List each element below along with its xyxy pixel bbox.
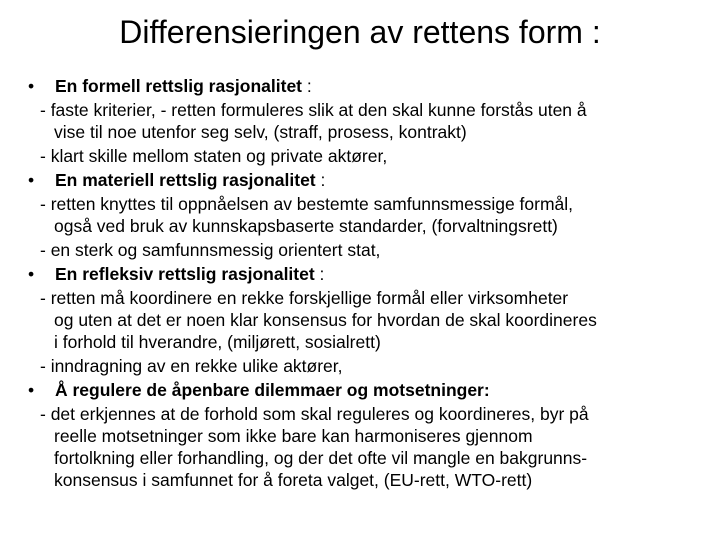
point-heading: En materiell rettslig rasjonalitet [55, 170, 316, 190]
point-text-line: - det erkjennes at de forhold som skal reguleres og koordineres, byr på [40, 404, 589, 424]
point-text-line: i forhold til hverandre, (miljørett, sosialrett) [54, 332, 381, 352]
point-text-line: - inndragning av en rekke ulike aktører, [40, 356, 343, 376]
point-text-line: reelle motsetninger som ikke bare kan harmoniseres gjennom [54, 426, 533, 446]
point-heading-line [55, 380, 490, 400]
bullet-icon: • [28, 170, 35, 190]
point-heading-line [55, 264, 324, 284]
point-heading-suffix: : [302, 76, 312, 96]
point-heading-line [55, 76, 312, 96]
point-heading-suffix: : [315, 170, 326, 190]
point-heading: En refleksiv rettslig rasjonalitet [55, 264, 315, 284]
point-text-line: - retten knyttes til oppnåelsen av bestemte samfunnsmessige formål, [40, 194, 574, 214]
point-text-line: konsensus i samfunnet for å foreta valget, (EU-rett, WTO-rett) [54, 470, 533, 490]
bullet-icon: • [28, 76, 35, 96]
point-text-line: - en sterk og samfunnsmessig orientert stat, [40, 240, 381, 260]
point-text-line: fortolkning eller forhandling, og der det ofte vil mangle en bakgrunns- [54, 448, 588, 468]
point-text-line: og uten at det er noen klar konsensus for hvordan de skal koordineres [54, 310, 597, 330]
point-text-line: også ved bruk av kunnskapsbaserte standarder, (forvaltningsrett) [54, 216, 558, 236]
bullet-icon: • [28, 380, 35, 400]
point-text-line: - retten må koordinere en rekke forskjellige formål eller virksomheter [40, 288, 569, 308]
point-heading: Å regulere de åpenbare dilemmaer og motsetninger: [55, 380, 490, 400]
point-text-line: - faste kriterier, - retten formuleres slik at den skal kunne forstås uten å [40, 100, 587, 120]
bullet-icon: • [28, 264, 35, 284]
point-heading-suffix: : [314, 264, 325, 284]
point-text-line: vise til noe utenfor seg selv, (straff, prosess, kontrakt) [54, 122, 467, 142]
slide-title: Differensieringen av rettens form : [119, 14, 601, 50]
point-heading: En formell rettslig rasjonalitet [55, 76, 302, 96]
point-heading-line [55, 170, 325, 190]
point-text-line: - klart skille mellom staten og private aktører, [40, 146, 388, 166]
